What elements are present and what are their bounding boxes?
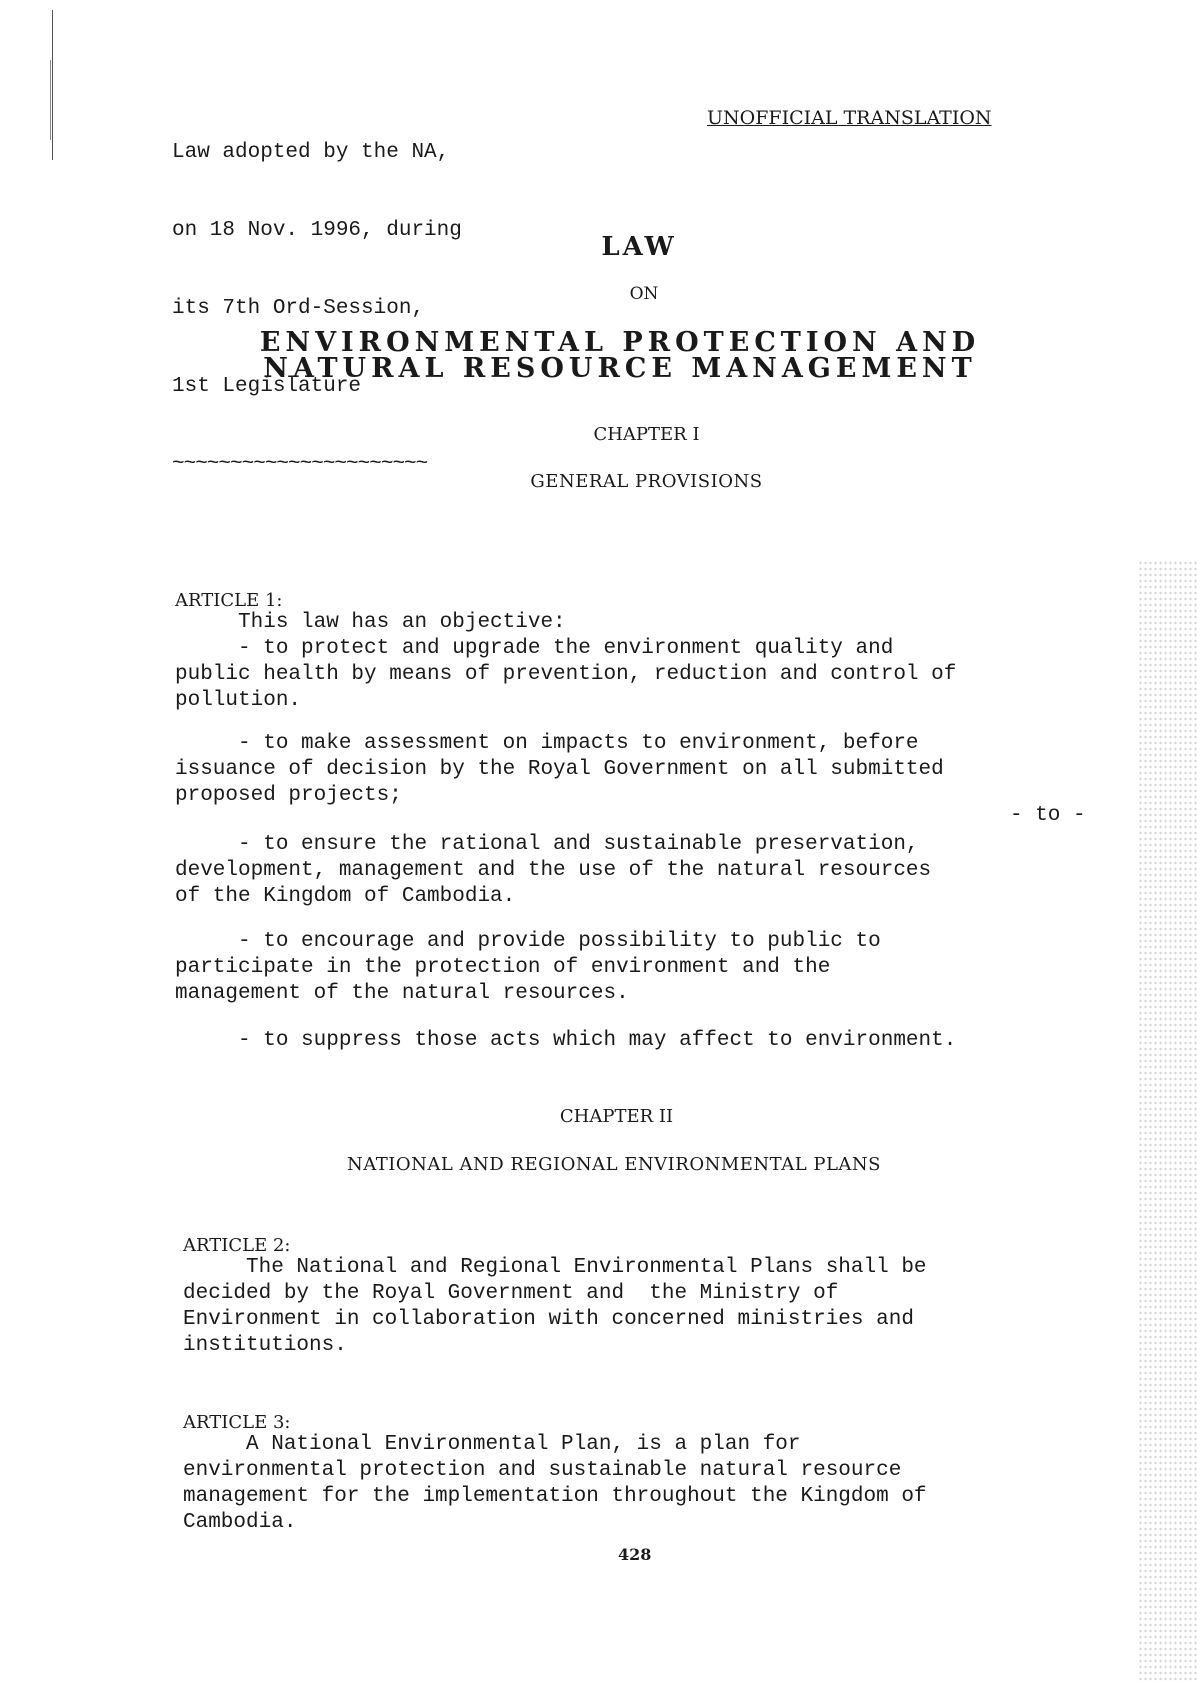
main-title-line: ENVIRONMENTAL PROTECTION AND xyxy=(259,327,981,358)
scan-edge-line xyxy=(52,10,53,160)
article-bullet: - to make assessment on impacts to environment, before issuance of decision by the Royal Government on all submitted proposed projects; xyxy=(175,732,944,807)
page-number: 428 xyxy=(618,1545,652,1564)
adoption-line: on 18 Nov. 1996, during xyxy=(172,219,462,242)
article-bullet: - to protect and upgrade the environment quality and public health by means of prevention, reduction and control of pollution. xyxy=(175,637,957,712)
article-text: The National and Regional Environmental Plans shall be decided by the Royal Government and the Ministry of Environment in collaboration with concerned ministries and institutions. xyxy=(183,1256,927,1357)
article-heading: ARTICLE 3: xyxy=(183,1412,291,1433)
article-bullet: - to encourage and provide possibility to public to participate in the protection of environment and the management of the natural resources. xyxy=(175,930,881,1005)
chapter-heading: CHAPTER II xyxy=(559,1106,674,1127)
adoption-line: its 7th Ord-Session, xyxy=(172,297,425,320)
article-bullet: - to suppress those acts which may affect to environment. xyxy=(175,1029,957,1052)
article-heading: ARTICLE 2: xyxy=(183,1235,291,1256)
main-title-line: NATURAL RESOURCE MANAGEMENT xyxy=(263,353,977,384)
article-text: A National Environmental Plan, is a plan for environmental protection and sustainable natural resource management for the implementation throughout the Kingdom of Cambodia. xyxy=(183,1433,927,1534)
article-bullet: - to ensure the rational and sustainable preservation, development, management and the use of the natural resources of the Kingdom of Cambodia. xyxy=(175,833,932,908)
chapter-subheading: NATIONAL AND REGIONAL ENVIRONMENTAL PLANS xyxy=(346,1154,882,1175)
law-title-on: ON xyxy=(629,284,659,304)
law-title: LAW xyxy=(601,232,677,262)
adoption-underline: ~~~~~~~~~~~~~~~~~~~~~~ xyxy=(172,453,428,476)
unofficial-translation-label: UNOFFICIAL TRANSLATION xyxy=(707,107,992,129)
adoption-line: Law adopted by the NA, xyxy=(172,141,450,164)
chapter-heading: CHAPTER I xyxy=(593,424,700,445)
adoption-note xyxy=(172,88,462,530)
main-title xyxy=(205,327,1035,384)
adoption-line: 1st Legislature xyxy=(172,375,362,398)
chapter-subheading: GENERAL PROVISIONS xyxy=(530,471,763,492)
page-continuation: - to - xyxy=(1010,804,1086,827)
article-heading: ARTICLE 1: xyxy=(175,590,283,611)
article-intro: This law has an objective: xyxy=(175,611,566,634)
scan-edge-line xyxy=(50,60,51,140)
